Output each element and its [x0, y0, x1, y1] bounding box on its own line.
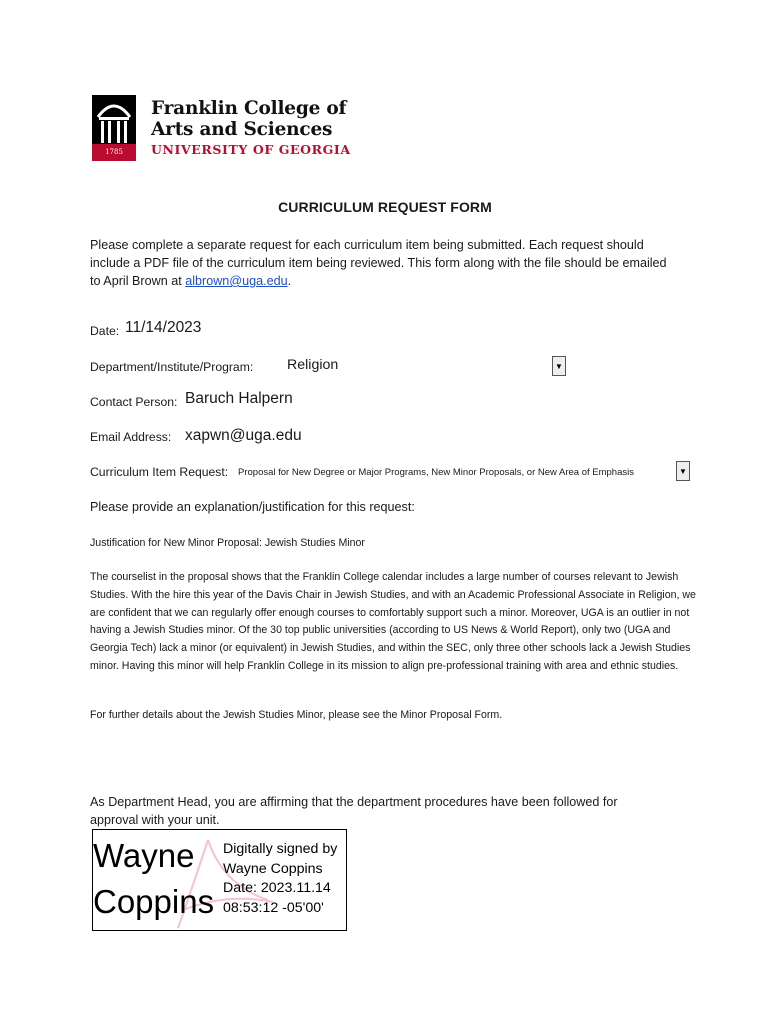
- email-field[interactable]: xapwn@uga.edu: [185, 427, 302, 444]
- justification-heading: Justification for New Minor Proposal: Jewish Studies Minor: [90, 537, 365, 549]
- email-label: Email Address:: [90, 430, 172, 444]
- chevron-down-icon: ▼: [555, 361, 563, 371]
- justification-paragraph-2: For further details about the Jewish Studies Minor, please see the Minor Proposal Form.: [90, 709, 503, 721]
- justification-prompt: Please provide an explanation/justification for this request:: [90, 500, 415, 514]
- chevron-down-icon: ▼: [679, 466, 687, 476]
- college-name-line2: Arts and Sciences: [151, 119, 333, 140]
- department-field[interactable]: Religion: [287, 357, 339, 373]
- item-label: Curriculum Item Request:: [90, 465, 229, 479]
- signature-name-line2: Coppins: [93, 883, 215, 920]
- intro-paragraph: [90, 236, 670, 290]
- date-field[interactable]: 11/14/2023: [125, 319, 202, 336]
- department-dropdown-button[interactable]: [552, 356, 566, 376]
- signature-detail-line1: Digitally signed by: [223, 841, 338, 857]
- item-dropdown-button[interactable]: [676, 461, 690, 481]
- intro-email-link[interactable]: albrown@uga.edu: [185, 274, 288, 288]
- justification-paragraph-1: The courselist in the proposal shows that the Franklin College calendar includes a large number of courses relevant to Jewish Studies. With the hire this year of the Davis Chair in Jewish Studies, and with an Academic Professional Associate in Religion, we are confident that we can regularly offer enough courses to comfortably support such a minor. Moreover, UGA is an outlier in not having a Jewish Studies minor. Of the 30 top public universities (according to US News & World Report), only two (UGA and Georgia Tech) lack a minor (or equivalent) in Jewish Studies, and within the SEC, only three other schools lack a Jewish Studies minor. Having this minor will help Franklin College in its mission to align pre-professional training with area and ethnic studies.: [90, 571, 696, 672]
- date-label: Date:: [90, 324, 120, 338]
- digital-signature-box[interactable]: [92, 829, 347, 931]
- department-label: Department/Institute/Program:: [90, 360, 254, 374]
- intro-end: .: [287, 274, 292, 288]
- intro-text: Please complete a separate request for each curriculum item being submitted. Each request should include a PDF file of the curriculum item being reviewed. This form along with the file should be emailed to April Brown at: [90, 238, 667, 288]
- affirmation-text: As Department Head, you are affirming that the department procedures have been followed for approval with your unit.: [90, 795, 618, 827]
- college-name-line1: Franklin College of: [151, 98, 347, 119]
- form-title: CURRICULUM REQUEST FORM: [278, 199, 492, 215]
- college-name: [151, 98, 346, 140]
- university-name: UNIVERSITY OF GEORGIA: [151, 142, 351, 157]
- item-field[interactable]: Proposal for New Degree or Major Programs, New Minor Proposals, or New Area of Emphasis: [238, 467, 634, 478]
- logo-year: 1785: [105, 148, 123, 156]
- signature-detail-line2: Wayne Coppins: [223, 860, 323, 877]
- signature-details: [223, 840, 337, 918]
- college-logo-band: [92, 144, 136, 161]
- signature-detail-line4: 08:53:12 -05'00': [223, 899, 324, 916]
- signature-name-line1: Wayne: [93, 837, 195, 874]
- contact-label: Contact Person:: [90, 395, 178, 409]
- signature-detail-line3: Date: 2023.11.14: [223, 880, 331, 896]
- contact-field[interactable]: Baruch Halpern: [185, 390, 293, 407]
